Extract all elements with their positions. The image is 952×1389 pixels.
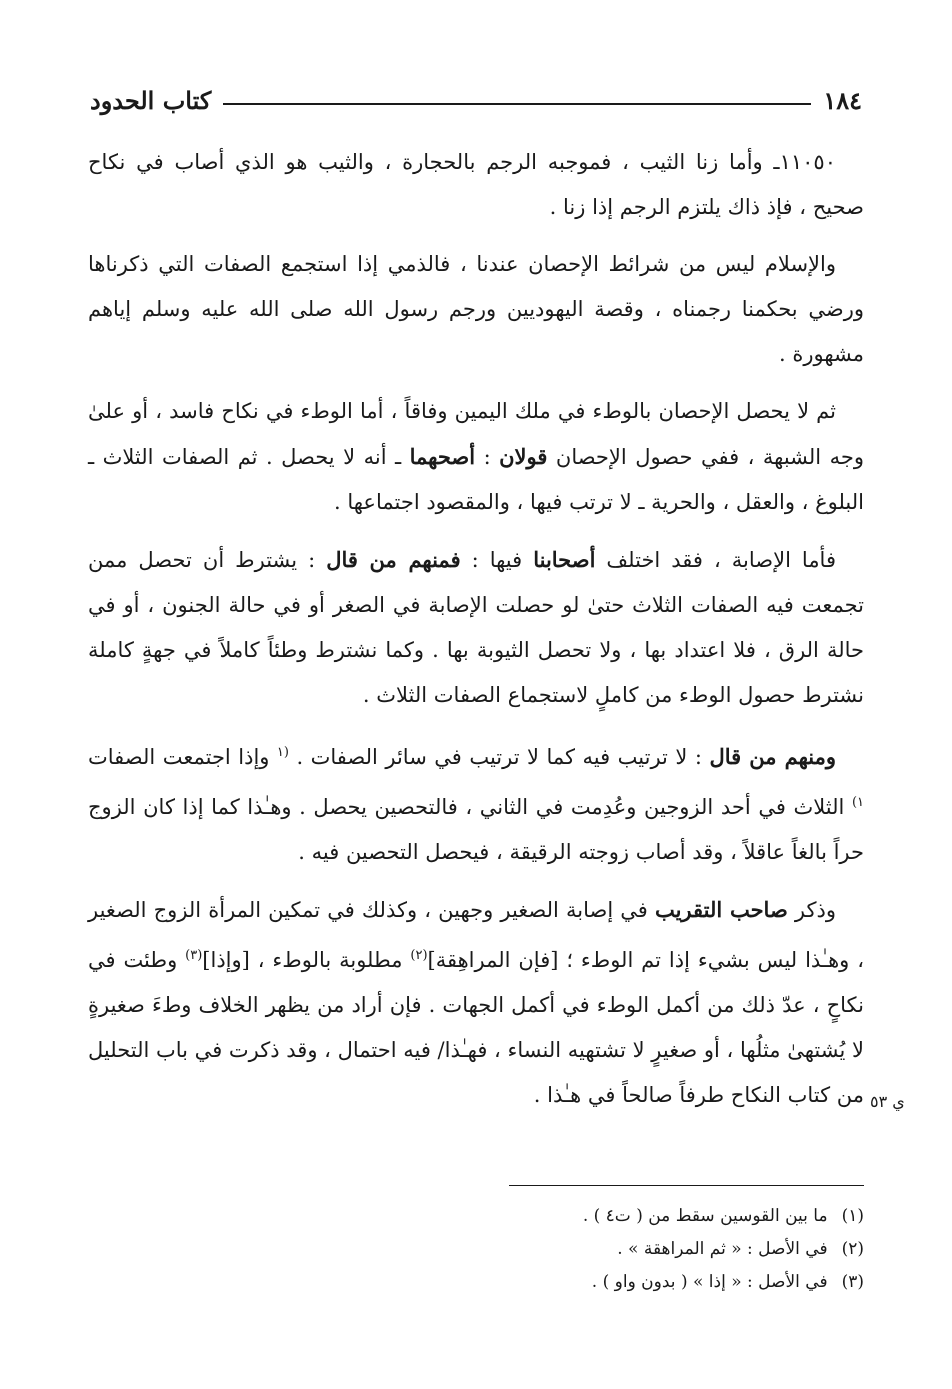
text-run: فأما الإصابة ، فقد اختلف bbox=[595, 548, 836, 572]
footnote-number: (١) bbox=[841, 1206, 864, 1226]
text-run: ثم لا يحصل الإحصان بالوطء في ملك اليمين وفاقاً ، أما الوطء في نكاح فاسد ، أو علىٰ وجه الشبهة ، ففي حصول الإحصان bbox=[88, 399, 864, 469]
text-run: ١١٠٥٠ـ وأما زنا الثيب ، فموجبه الرجم بالحجارة ، والثيب هو الذي أصاب في نكاح صحيح ، فإذ ذاك يلتزم الرجم إذا زنا . bbox=[88, 150, 864, 219]
footnote-text: في الأصل : « ثم المراهقة » . bbox=[617, 1239, 828, 1259]
footnote-text: في الأصل : « إذا » ( بدون واو ) . bbox=[591, 1272, 828, 1292]
bold-term: قولان bbox=[499, 444, 548, 469]
body-text bbox=[88, 140, 864, 1130]
footnote bbox=[364, 1200, 864, 1233]
footnote-marker: (١ bbox=[276, 745, 289, 760]
bold-term: صاحب التقريب bbox=[654, 897, 788, 922]
paragraph bbox=[88, 537, 864, 718]
paragraph bbox=[88, 389, 864, 525]
bold-term: أصحابنا bbox=[533, 547, 596, 572]
text-run: ـ أنه لا يحصل . ثم الصفات الثلاث ـ البلوغ ، والعقل ، والحرية ـ لا ترتب فيها ، والمقصود اجتماعها . bbox=[88, 445, 864, 514]
page-number: ١٨٤ bbox=[823, 85, 862, 115]
footnote bbox=[364, 1233, 864, 1266]
book-title: كتاب الحدود bbox=[90, 85, 212, 115]
text-run: : لا ترتيب فيه كما لا ترتيب في سائر الصفات . bbox=[288, 745, 710, 769]
footnotes bbox=[364, 1200, 864, 1299]
text-run: والإسلام ليس من شرائط الإحصان عندنا ، فالذمي إذا استجمع الصفات التي ذكرناها ورضي بحكمنا رجمناه ، وقصة اليهوديين ورجم رسول الله صلى الله عليه وسلم إياهم مشهورة . bbox=[88, 252, 864, 366]
footnote bbox=[364, 1266, 864, 1299]
footnote-marker: ١) bbox=[851, 795, 864, 810]
paragraph bbox=[88, 242, 864, 377]
paragraph bbox=[88, 887, 864, 1118]
margin-note: ي ٥٣ bbox=[870, 1092, 905, 1111]
text-run: الثلاث في أحد الزوجين وعُدِمت في الثاني ، فالتحصين يحصل . وهـٰذا كما إذا كان الزوج حراً بالغاً عاقلاً ، وقد أصاب زوجته الرقيقة ، فيحصل التحصين فيه . bbox=[88, 795, 864, 864]
footnote-rule bbox=[509, 1185, 864, 1186]
text-run: وطئت في نكاحٍ ، عدّ ذلك من أكمل الوطء في أكمل الجهات . فإن أراد من يظهر الخلاف وطءَ صغيرةٍ لا يُشتهىٰ مثلُها ، أو صغيرٍ لا تشتهيه النساء ، فهـٰذا/ فيه احتمال ، وقد ذكرت في باب التحليل من كتاب النكاح طرفاً صالحاً في هـٰذا . bbox=[88, 948, 864, 1107]
text-run: فيها : bbox=[460, 548, 534, 572]
footnote-marker: (٢) bbox=[410, 948, 428, 963]
paragraph bbox=[88, 730, 864, 875]
text-run: : يشترط أن تحصل ممن تجمعت فيه الصفات الثلاث حتىٰ لو حصلت الإصابة في الصغر أو في حالة الجنون ، أو في حالة الرق ، فلا اعتداد بها ، ولا تحصل الثيوبة بها . وكما نشترط وطئاً كاملاً في جهةٍ كاملة نشترط حصول الوطء من كاملٍ لاستجماع الصفات الثلاث . bbox=[88, 548, 864, 707]
bold-term: أصحهما bbox=[409, 444, 476, 469]
paragraph bbox=[88, 140, 864, 230]
text-run: في إصابة الصغير وجهين ، وكذلك في تمكين المرأة الزوج الصغير ، وهـٰذا ليس بشيء إذا تم الوطء ؛ [فإن المراهِقة] bbox=[88, 898, 864, 972]
header-rule bbox=[223, 103, 811, 105]
bold-term: فمنهم من قال bbox=[326, 547, 461, 572]
text-run: وإذا اجتمعت الصفات bbox=[88, 745, 277, 769]
footnote-number: (٢) bbox=[841, 1239, 864, 1259]
text-run: وذكر bbox=[787, 898, 836, 922]
footnote-marker: (٣) bbox=[185, 948, 203, 963]
text-run: : bbox=[475, 445, 500, 469]
running-header bbox=[90, 78, 862, 122]
footnote-number: (٣) bbox=[841, 1272, 864, 1292]
bold-term: ومنهم من قال bbox=[709, 744, 837, 769]
footnote-text: ما بين القوسين سقط من ( ت٤ ) . bbox=[582, 1206, 828, 1226]
text-run: مطلوبة بالوطء ، [وإذا] bbox=[202, 948, 411, 972]
